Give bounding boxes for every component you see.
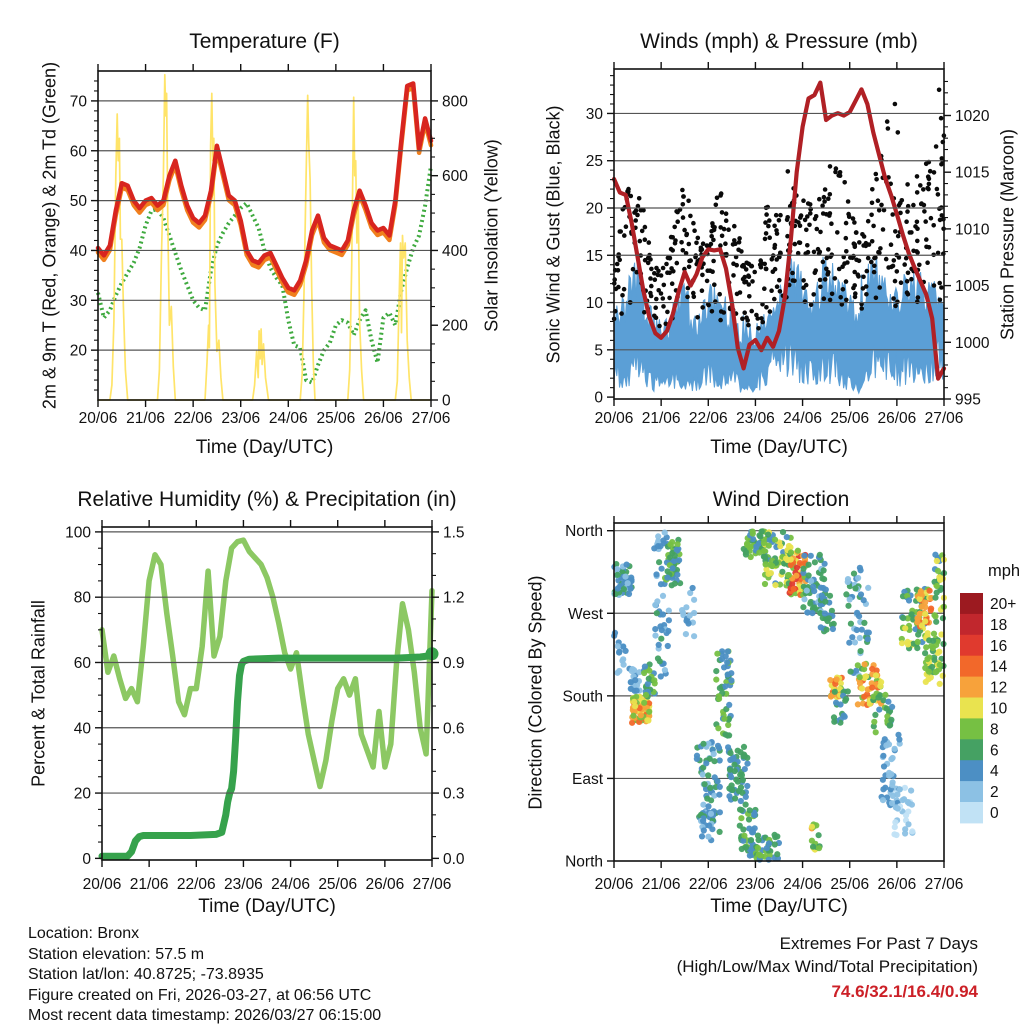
svg-text:27/06: 27/06 [924,876,964,893]
svg-text:24/06: 24/06 [268,410,308,427]
extremes-title: Extremes For Past 7 Days [779,934,978,953]
svg-text:20+: 20+ [990,595,1017,613]
svg-text:22/06: 22/06 [176,876,216,893]
svg-text:0: 0 [990,804,999,822]
svg-text:0.0: 0.0 [443,850,465,868]
svg-text:25/06: 25/06 [318,876,358,893]
svg-text:West: West [567,605,603,623]
svg-text:East: East [571,770,603,788]
svg-text:23/06: 23/06 [221,410,261,427]
winds-ylabel-left: Sonic Wind & Gust (Blue, Black) [543,105,564,364]
extremes-subtitle: (High/Low/Max Wind/Total Precipitation) [676,957,978,976]
footer-created: Figure created on Fri, 2026-03-27, at 06:56 UTC [28,986,372,1004]
svg-text:20/06: 20/06 [78,410,118,427]
svg-text:80: 80 [73,589,91,607]
svg-text:1020: 1020 [955,107,990,125]
temperature-ylabel-left: 2m & 9m T (Red, Orange) & 2m Td (Green) [39,61,60,410]
winds-xlabel: Time (Day/UTC) [710,437,848,458]
svg-text:20: 20 [73,785,91,803]
svg-text:0.6: 0.6 [443,720,465,738]
svg-text:16: 16 [990,637,1008,655]
svg-text:North: North [565,523,603,541]
temperature-xlabel: Time (Day/UTC) [195,437,334,458]
svg-text:21/06: 21/06 [641,410,681,427]
svg-text:22/06: 22/06 [688,876,728,893]
svg-text:22/06: 22/06 [688,410,728,427]
svg-text:0: 0 [442,392,451,410]
svg-text:South: South [562,688,603,706]
svg-text:995: 995 [955,391,981,409]
winds-pressure-chart [586,62,990,427]
svg-text:24/06: 24/06 [783,410,822,427]
svg-text:40: 40 [69,242,87,260]
svg-text:100: 100 [65,524,91,542]
svg-text:20/06: 20/06 [594,410,634,427]
svg-text:1010: 1010 [955,221,990,239]
svg-text:25/06: 25/06 [316,410,356,427]
svg-text:10: 10 [990,700,1008,718]
rh-xlabel: Time (Day/UTC) [198,896,336,917]
svg-text:15: 15 [585,247,603,265]
rh-precip-chart [65,520,465,893]
extremes-values: 74.6/32.1/16.4/0.94 [831,982,978,1001]
colorbar-unit-label: mph [988,562,1021,580]
svg-text:40: 40 [73,720,91,738]
svg-text:24/06: 24/06 [783,876,822,893]
svg-text:20: 20 [69,342,87,360]
svg-text:23/06: 23/06 [736,410,775,427]
temperature-chart [70,64,468,427]
svg-text:8: 8 [990,721,999,739]
svg-text:18: 18 [990,616,1008,634]
svg-text:1.2: 1.2 [443,589,465,607]
svg-text:800: 800 [442,93,468,111]
svg-text:600: 600 [442,168,468,186]
svg-text:400: 400 [442,242,468,260]
svg-text:21/06: 21/06 [129,876,169,893]
svg-text:1.5: 1.5 [443,524,465,542]
winds-ylabel-right: Station Pressure (Maroon) [997,128,1018,341]
svg-text:27/06: 27/06 [411,410,451,427]
svg-text:25/06: 25/06 [830,876,870,893]
svg-text:1000: 1000 [955,334,990,352]
svg-text:26/06: 26/06 [364,410,403,427]
footer-elevation: Station elevation: 57.5 m [28,945,205,963]
svg-text:30: 30 [69,292,87,310]
svg-text:24/06: 24/06 [271,876,310,893]
svg-text:25/06: 25/06 [830,410,870,427]
svg-text:2: 2 [990,784,999,802]
svg-text:20/06: 20/06 [82,876,122,893]
svg-text:4: 4 [990,763,999,781]
svg-text:23/06: 23/06 [736,876,775,893]
svg-text:21/06: 21/06 [126,410,165,427]
svg-text:21/06: 21/06 [641,876,681,893]
temperature-ylabel-right: Solar Insolation (Yellow) [481,139,502,332]
svg-text:27/06: 27/06 [412,876,452,893]
footer-latlon: Station lat/lon: 40.8725; -73.8935 [28,966,264,983]
speed-colorbar [960,593,1016,823]
svg-text:200: 200 [442,317,468,335]
svg-text:6: 6 [990,742,999,760]
svg-text:26/06: 26/06 [365,876,405,893]
svg-text:70: 70 [69,93,87,111]
svg-text:26/06: 26/06 [877,410,917,427]
wind-dir-xlabel: Time (Day/UTC) [710,896,848,917]
svg-text:0: 0 [82,850,91,868]
svg-text:1015: 1015 [955,164,990,182]
svg-text:1005: 1005 [955,278,990,296]
svg-text:60: 60 [69,143,87,161]
svg-text:20: 20 [585,200,603,218]
svg-text:23/06: 23/06 [224,876,263,893]
footer-location: Location: Bronx [28,925,140,942]
rh-ylabel-left: Percent & Total Rainfall [28,600,49,787]
wind-direction-title: Wind Direction [712,488,850,511]
svg-text:0.3: 0.3 [443,785,465,803]
temperature-title: Temperature (F) [189,30,340,53]
svg-text:50: 50 [69,193,87,211]
svg-text:12: 12 [990,679,1008,697]
svg-text:60: 60 [73,654,91,672]
svg-text:30: 30 [585,105,603,123]
svg-text:14: 14 [990,658,1008,676]
wind-direction-chart [562,516,963,893]
svg-text:North: North [565,853,603,871]
svg-text:10: 10 [585,295,603,313]
svg-text:5: 5 [594,342,603,360]
rh-precip-title: Relative Humidity (%) & Precipitation (in) [77,488,457,511]
svg-text:25: 25 [585,153,603,171]
svg-text:22/06: 22/06 [173,410,213,427]
svg-text:0.9: 0.9 [443,654,465,672]
svg-text:20/06: 20/06 [594,876,634,893]
svg-text:27/06: 27/06 [924,410,964,427]
wind-dir-ylabel-left: Direction (Colored By Speed) [525,575,546,810]
footer-timestamp: Most recent data timestamp: 2026/03/27 06:15:00 [28,1007,382,1024]
svg-text:0: 0 [594,389,603,407]
winds-pressure-title: Winds (mph) & Pressure (mb) [640,30,918,53]
svg-text:26/06: 26/06 [877,876,917,893]
